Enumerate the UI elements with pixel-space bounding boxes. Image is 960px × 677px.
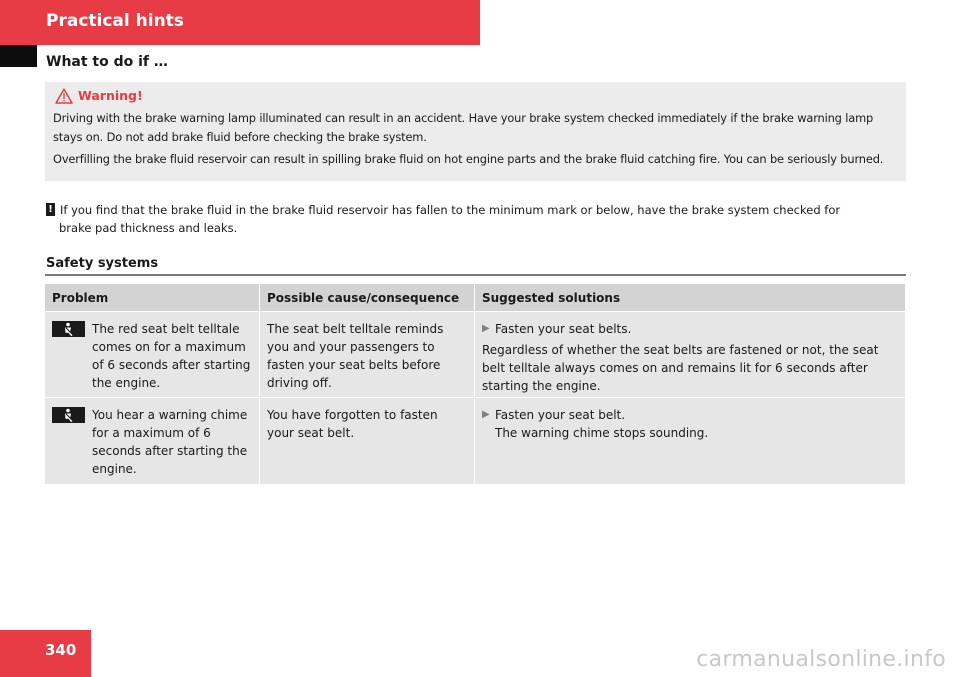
solution-text: Regardless of whether the seat belts are fastened or not, the seat belt telltale always comes on and remains lit for 6 seconds after starting the engine. <box>482 343 879 393</box>
warning-triangle-icon <box>55 88 73 104</box>
exclamation-icon: ! <box>46 203 55 216</box>
arrow-bullet-icon: ▶ <box>482 409 490 420</box>
solution-step: Fasten your seat belts. <box>495 322 632 336</box>
problem-text: You hear a warning chime for a maximum of 6 seconds after starting the engine. <box>92 408 248 476</box>
note-block <box>46 201 906 237</box>
column-header-problem: Problem <box>45 284 259 311</box>
warning-title: Warning! <box>78 88 143 103</box>
page-subtitle: What to do if … <box>46 54 168 70</box>
cause-cell: You have forgotten to fasten your seat belt. <box>260 398 474 484</box>
column-header-cause: Possible cause/consequence <box>260 284 474 311</box>
solution-step: Fasten your seat belt. <box>495 408 626 422</box>
seat-belt-icon <box>52 321 85 337</box>
safety-systems-table <box>45 284 906 484</box>
solution-text: The warning chime stops sounding. <box>495 426 709 440</box>
note-text-continued: brake pad thickness and leaks. <box>59 221 238 235</box>
table-row <box>45 312 906 397</box>
solution-cell <box>475 398 905 484</box>
note-text: If you find that the brake fluid in the brake fluid reservoir has fallen to the minimum mark or below, have the brake system checked for <box>60 203 841 217</box>
section-title: Safety systems <box>46 256 159 271</box>
warning-box <box>45 82 906 181</box>
solution-cell <box>475 312 905 397</box>
problem-text: The red seat belt telltale comes on for a maximum of 6 seconds after starting the engine. <box>92 322 251 390</box>
problem-cell <box>45 398 259 484</box>
warning-paragraph: Driving with the brake warning lamp illuminated can result in an accident. Have your brake system checked immediately if the brake warning lamp stays on. Do not add brake fluid before checking the brake system. <box>53 111 874 144</box>
arrow-bullet-icon: ▶ <box>482 323 490 334</box>
section-marker <box>0 45 37 67</box>
table-header-row <box>45 284 906 311</box>
chapter-title: Practical hints <box>46 11 184 31</box>
warning-header <box>53 87 898 104</box>
cause-cell: The seat belt telltale reminds you and your passengers to fasten your seat belts before driving off. <box>260 312 474 397</box>
watermark: carmanualsonline.info <box>696 647 946 672</box>
column-header-solutions: Suggested solutions <box>475 284 905 311</box>
table-row <box>45 398 906 484</box>
page-number: 340 <box>45 641 77 659</box>
warning-paragraph: Overfilling the brake fluid reservoir can result in spilling brake fluid on hot engine parts and the brake fluid catching fire. You can be seriously burned. <box>53 152 884 166</box>
section-divider <box>45 274 906 276</box>
problem-cell <box>45 312 259 397</box>
seat-belt-icon <box>52 407 85 423</box>
